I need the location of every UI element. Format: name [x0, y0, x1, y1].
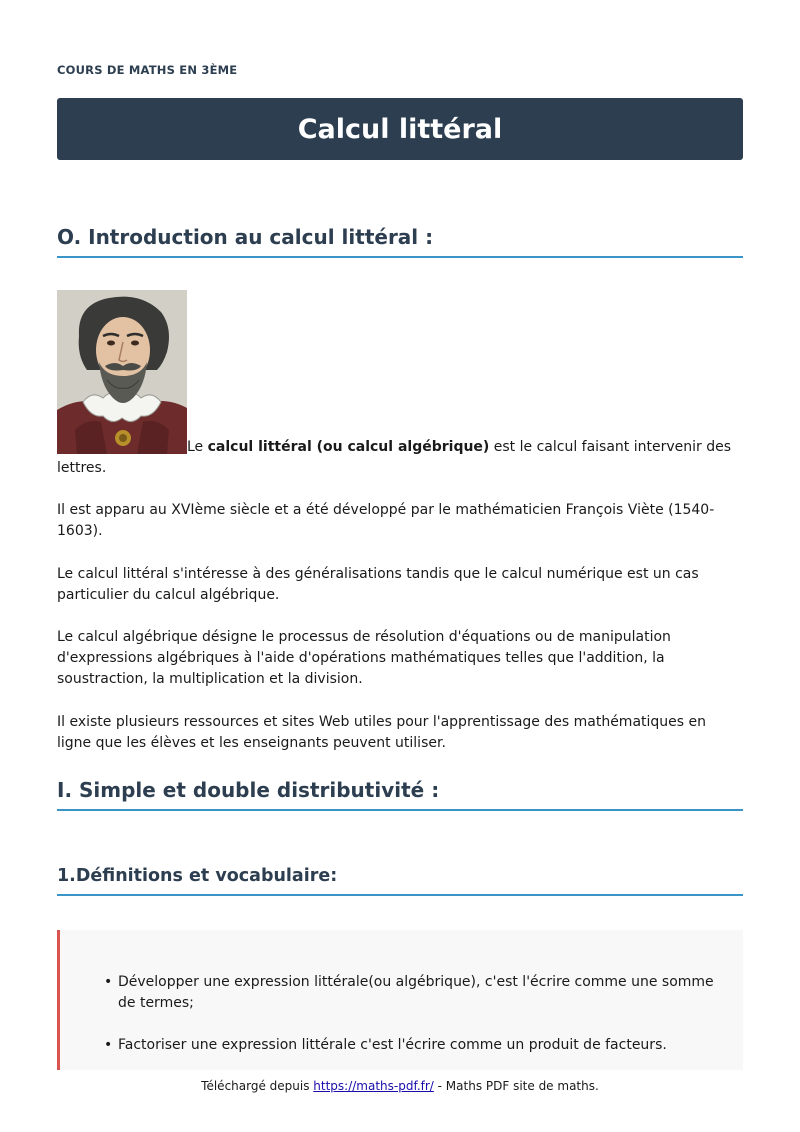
section-heading-introduction: O. Introduction au calcul littéral :	[57, 225, 743, 258]
intro-paragraph	[57, 437, 743, 479]
section-heading-distributivity: I. Simple et double distributivité :	[57, 778, 743, 811]
definition-box	[57, 930, 743, 1070]
footer-link[interactable]: https://maths-pdf.fr/	[313, 1079, 434, 1093]
paragraph-algebra-definition: Le calcul algébrique désigne le processus de résolution d'équations ou de manipulation d'expressions algébriques à l'aide d'opérations mathématiques telles que l'addition, la soustraction, la multiplication et la division.	[57, 629, 671, 687]
definition-item-factorise: • Factoriser une expression littérale c'est l'écrire comme un produit de facteurs.	[104, 1035, 724, 1056]
intro-prefix: Le	[187, 439, 208, 455]
course-kicker: COURS DE MATHS EN 3ÈME	[57, 63, 238, 77]
title-banner	[57, 98, 743, 160]
paragraph-history: Il est apparu au XVIème siècle et a été développé par le mathématicien François Viète (1540-1603).	[57, 502, 715, 539]
viete-portrait-image	[57, 290, 187, 454]
footer-suffix: - Maths PDF site de maths.	[433, 1079, 599, 1093]
page-footer	[0, 1079, 800, 1093]
page-title: Calcul littéral	[297, 113, 503, 145]
paragraph-resources: Il existe plusieurs ressources et sites Web utiles pour l'apprentissage des mathématiques en ligne que les élèves et les enseignants peuvent utiliser.	[57, 714, 707, 751]
subsection-heading-definitions: 1.Définitions et vocabulaire:	[57, 866, 743, 896]
definition-item-develop: • Développer une expression littérale(ou algébrique), c'est l'écrire comme une somme de termes;	[104, 972, 724, 1014]
paragraph-generalisation: Le calcul littéral s'intéresse à des généralisations tandis que le calcul numérique est un cas particulier du calcul algébrique.	[57, 566, 699, 603]
footer-prefix: Téléchargé depuis	[201, 1079, 314, 1093]
intro-bold-term: calcul littéral (ou calcul algébrique)	[207, 439, 490, 455]
intro-suffix: est le calcul faisant intervenir des lettres.	[57, 439, 732, 476]
definition-list	[104, 972, 724, 1056]
